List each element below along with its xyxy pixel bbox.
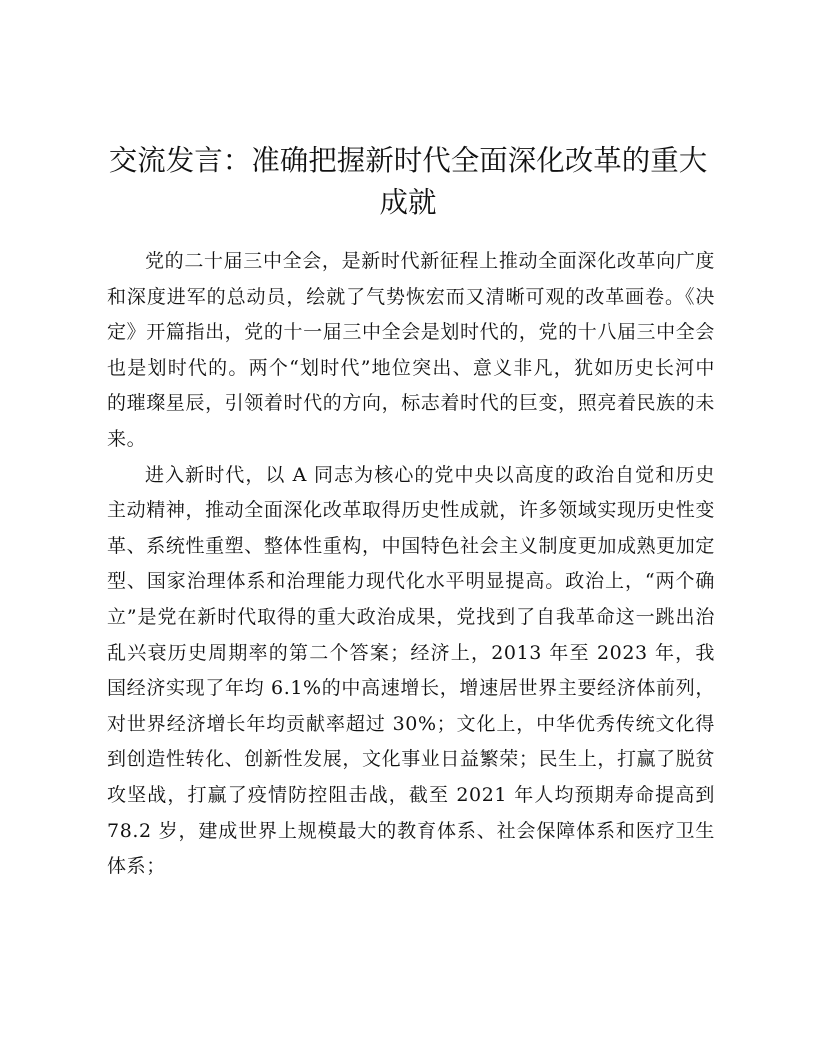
body-paragraph-1: 党的二十届三中全会，是新时代新征程上推动全面深化改革向广度和深度进军的总动员，绘就了气势恢宏而又清晰可观的改革画卷。《决定》开篇指出，党的十一届三中全会是划时代的，党的十八届三中全会也是划时代的。两个“划时代”地位突出、意义非凡，犹如历史长河中的璀璨星辰，引领着时代的方向，标志着时代的巨变，照亮着民族的未来。 xyxy=(107,250,715,450)
document-body xyxy=(107,244,715,885)
document-title: 交流发言：准确把握新时代全面深化改革的重大成就 xyxy=(108,144,708,219)
body-paragraph-2: 进入新时代，以 A 同志为核心的党中央以高度的政治自觉和历史主动精神，推动全面深化改革取得历史性成就，许多领域实现历史性变革、系统性重塑、整体性重构，中国特色社会主义制度更加成熟更加定型、国家治理体系和治理能力现代化水平明显提高。政治上，“两个确立”是党在新时代取得的重大政治成果，党找到了自我革命这一跳出治乱兴衰历史周期率的第二个答案；经济上，2013 年至 2023 年，我国经济实现了年均 6.1%的中高速增长，增速居世界主要经济体前列，对世界经济增长年均贡献率超过 30%；文化上，中华优秀传统文化得到创造性转化、创新性发展，文化事业日益繁荣；民生上，打赢了脱贫攻坚战，打赢了疫情防控阻击战，截至 2021 年人均预期寿命提高到 78.2 岁，建成世界上规模最大的教育体系、社会保障体系和医疗卫生体系； xyxy=(107,463,715,878)
